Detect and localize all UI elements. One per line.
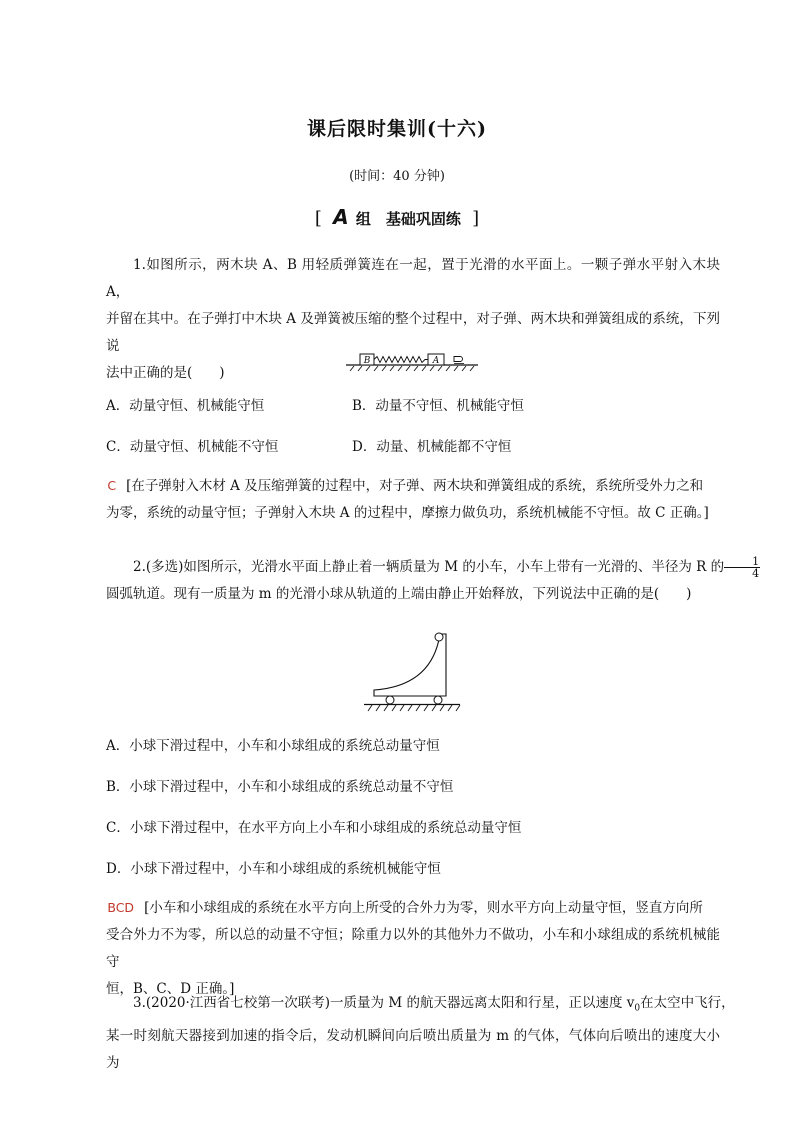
q1-option-b: B．动量不守恒、机械能守恒: [352, 398, 524, 414]
block-b-label: B: [363, 356, 371, 366]
fraction-denominator: 4: [752, 567, 760, 580]
q1-option-d: D．动量、机械能都不守恒: [352, 439, 512, 455]
group-header: [0, 205, 794, 229]
q3-stem: [106, 990, 735, 1077]
q1-stem-line: 并留在其中。在子弹打中木块 A 及弹簧被压缩的整个过程中，对子弹、两木块和弹簧组成的系统，下列说: [106, 311, 720, 354]
q3-stem-line: 某一时刻航天器接到加速的指令后，发动机瞬间向后喷出质量为 m 的气体，气体向后喷出的速度大小为: [106, 1027, 720, 1071]
q2-explain-line: [小车和小球组成的系统在水平方向上所受的合外力为零，则水平方向上动量守恒，竖直方向所: [144, 900, 703, 916]
cart-wheel-right: [434, 696, 442, 704]
q1-option-a: A．动量守恒、机械能守恒: [106, 398, 265, 414]
time-limit: (时间：40 分钟): [349, 169, 445, 184]
q2-option-d: D．小球下滑过程中，小车和小球组成的系统机械能守恒: [106, 861, 441, 877]
q2-option-b: B．小球下滑过程中，小车和小球组成的系统总动量不守恒: [106, 779, 454, 795]
q2-stem: [106, 554, 760, 608]
group-bracket-open: [: [314, 208, 322, 229]
q1-figure-spring-blocks: [344, 350, 480, 372]
q1-stem-line: 法中正确的是( ): [106, 365, 225, 381]
page-title: 课后限时集训(十六): [307, 118, 487, 140]
q3-stem-line: 在太空中飞行，: [640, 995, 735, 1011]
q2-answer: BCD: [107, 900, 135, 915]
block-a-label: A: [432, 356, 440, 366]
q2-stem-line: 圆弧轨道。现有一质量为 m 的光滑小球从轨道的上端由静止开始释放，下列说法中正确的是( ): [106, 586, 692, 602]
quarter-fraction: [724, 556, 760, 579]
q2-stem-line: 2.(多选)如图所示，光滑水平面上静止着一辆质量为 M 的小车，小车上带有一光滑的、半径为 R 的: [133, 559, 725, 575]
q2-figure-cart-track: [362, 630, 462, 716]
q2-option-a: A．小球下滑过程中，小车和小球组成的系统总动量守恒: [106, 738, 440, 754]
q1-explanation: [106, 472, 720, 527]
q1-option-c: C．动量守恒、机械能不守恒: [106, 439, 279, 455]
q1-stem-line: 1.如图所示，两木块 A、B 用轻质弹簧连在一起，置于光滑的水平面上。一颗子弹水平射入木块 A，: [106, 257, 720, 300]
group-bracket-close: ]: [472, 208, 480, 229]
q1-explain-line: 为零，系统的动量守恒；子弹射入木块 A 的过程中，摩擦力做负功，系统机械能不守恒。故 C 正确。]: [106, 505, 709, 521]
q1-explain-line: [在子弹射入木材 A 及压缩弹簧的过程中，对子弹、两木块和弹簧组成的系统，系统所受外力之和: [126, 478, 704, 494]
group-letter: A: [333, 205, 349, 229]
q2-option-c: C．小球下滑过程中，在水平方向上小车和小球组成的系统总动量守恒: [106, 820, 522, 836]
q3-stem-line: 3.(2020·江西省七校第一次联考)一质量为 M 的航天器远离太阳和行星，正以速度 v: [133, 995, 635, 1011]
v0-subscript: 0: [634, 1003, 641, 1014]
cart-wheel-left: [386, 696, 394, 704]
q1-answer: C: [107, 478, 117, 493]
quarter-arc-track: [374, 634, 446, 696]
group-label: 组 基础巩固练: [355, 210, 461, 228]
q2-explanation: [106, 894, 720, 1003]
fraction-numerator: 1: [724, 556, 760, 568]
q2-explain-line: 受合外力不为零，所以总的动量不守恒；除重力以外的其他外力不做功，小车和小球组成的系统机械能守: [106, 927, 720, 970]
q2-explain-line: 恒，B、C、D 正确。]: [106, 981, 235, 997]
bullet: [454, 357, 462, 362]
small-ball: [435, 633, 443, 641]
